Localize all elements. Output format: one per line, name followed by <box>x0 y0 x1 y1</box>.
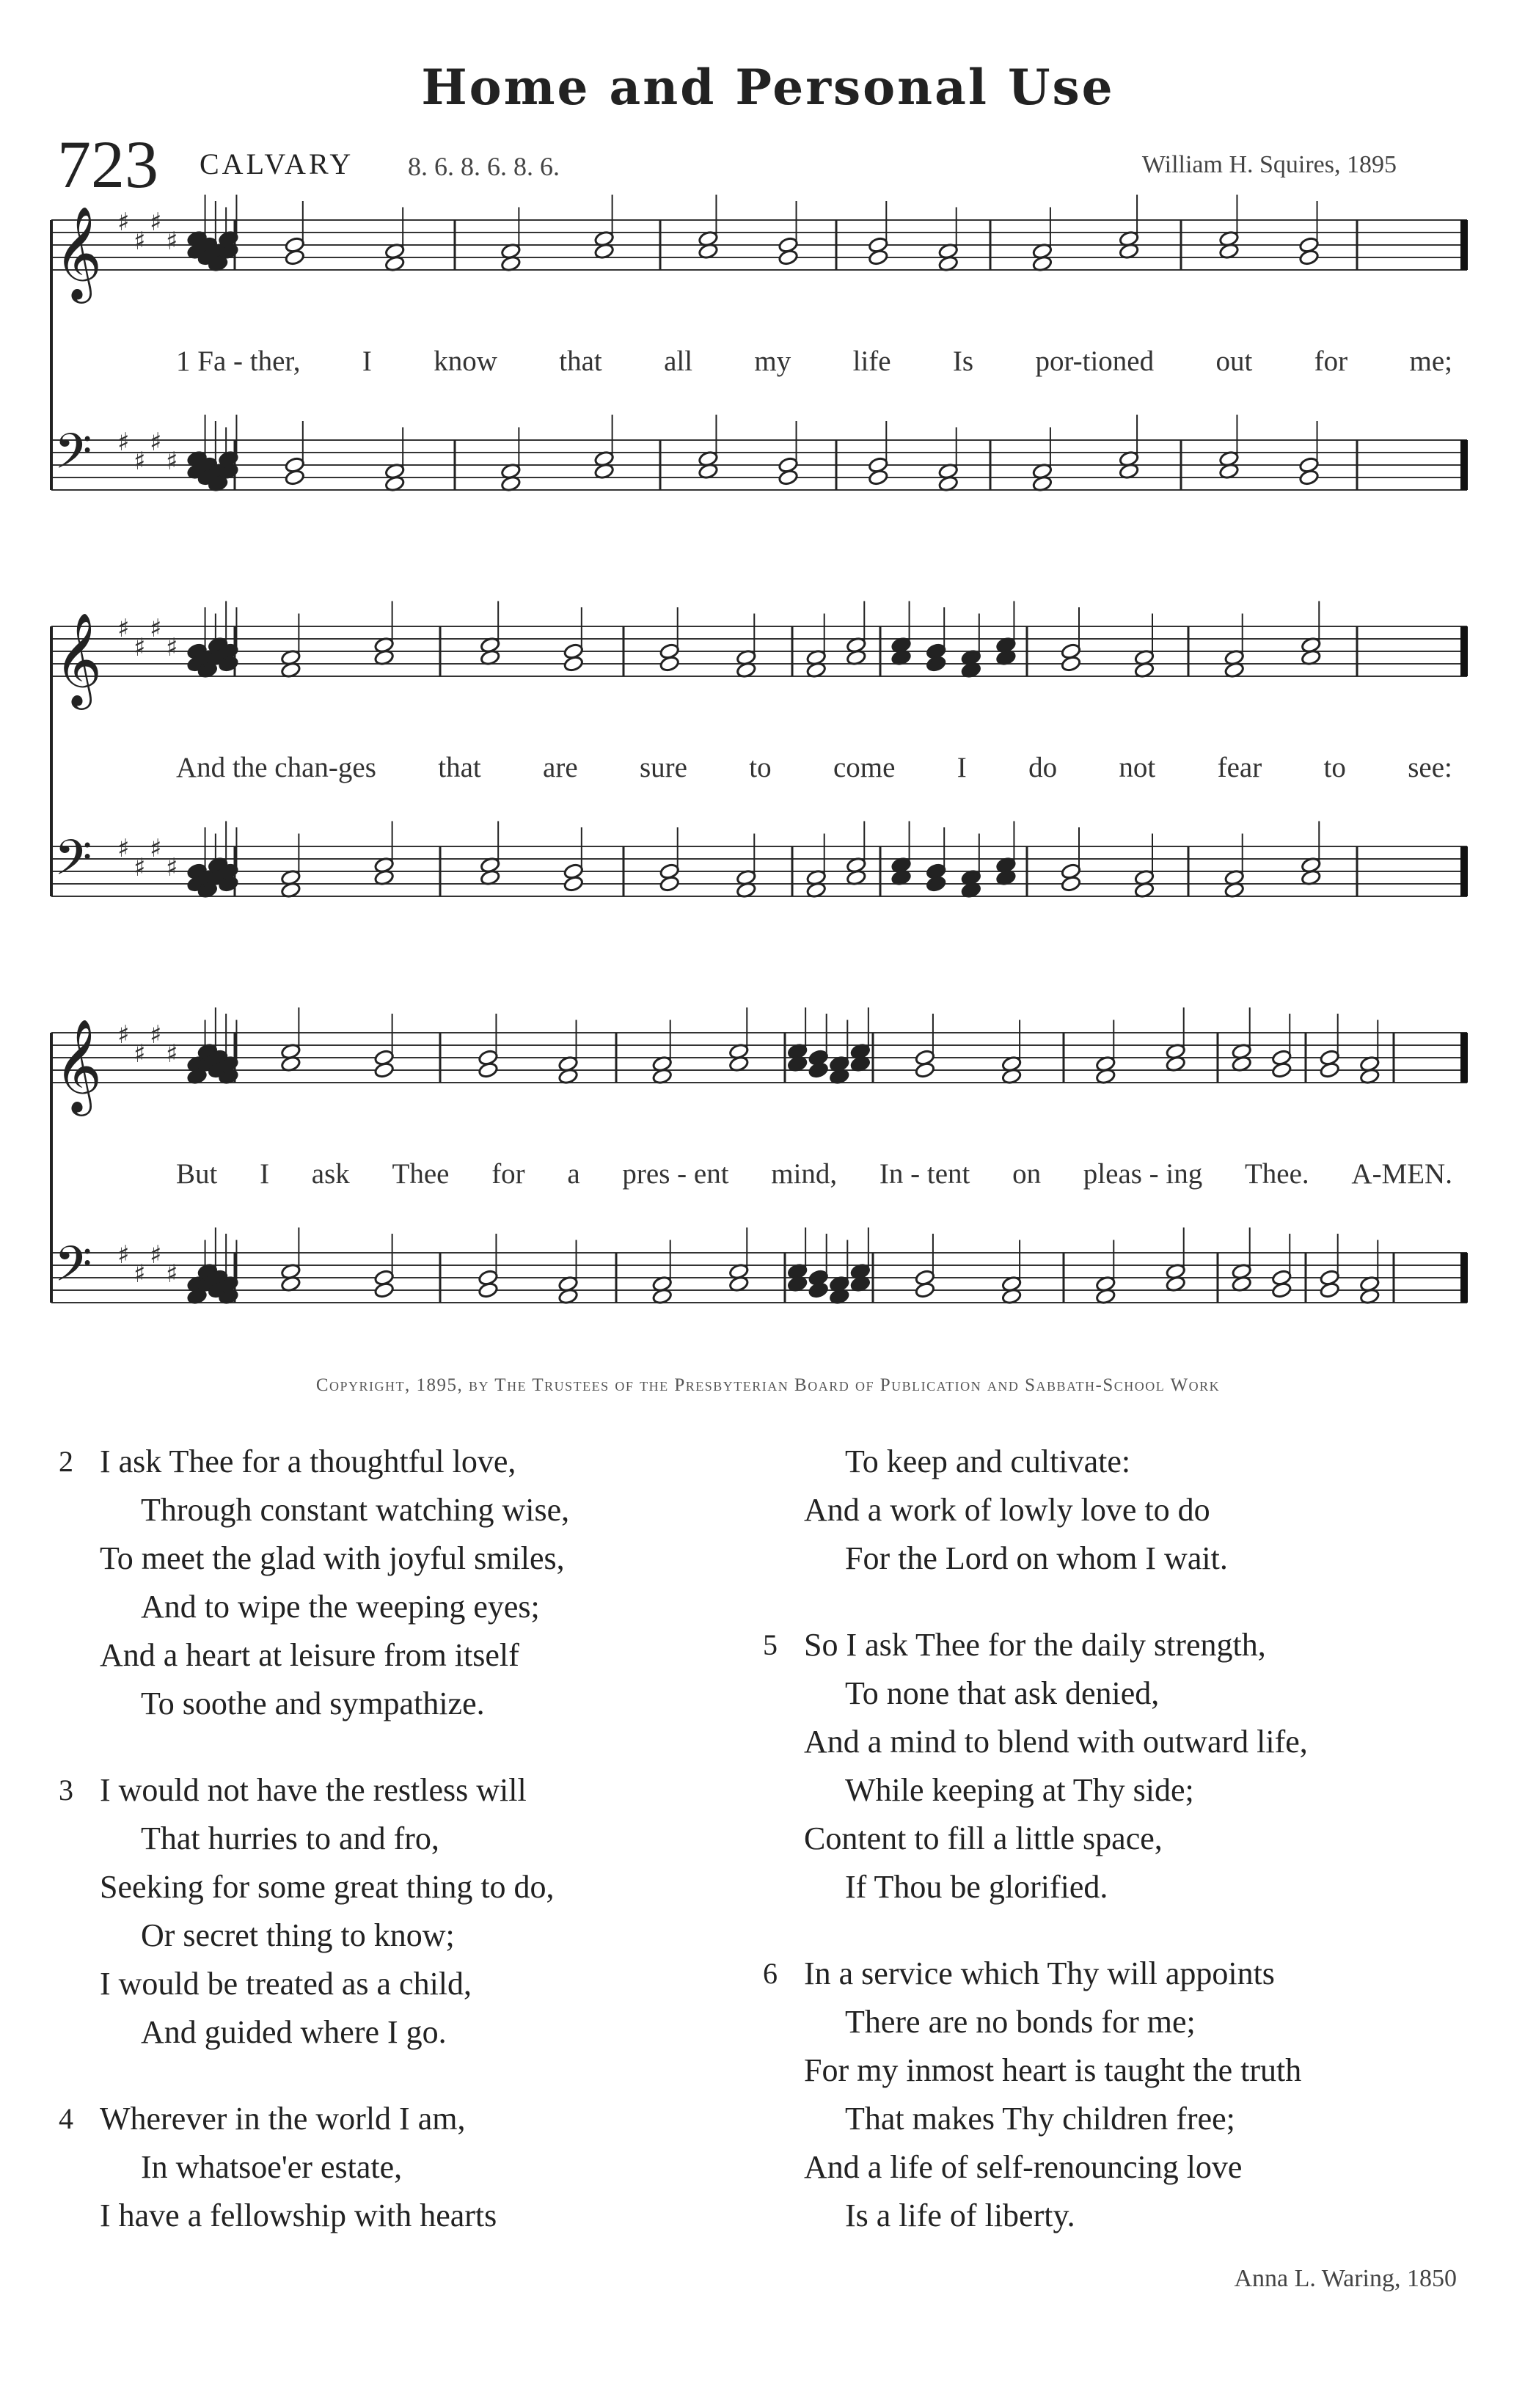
sharp-icon: ♯ <box>134 447 146 476</box>
note-head <box>1320 1281 1340 1298</box>
stanza <box>59 1438 569 1728</box>
verse-line: Or secret thing to know; <box>141 1917 455 1953</box>
verses-right-column <box>763 1438 1308 2278</box>
note-head <box>868 469 888 486</box>
sharp-icon: ♯ <box>117 208 130 237</box>
treble-clef-icon: 𝄞 <box>54 205 103 299</box>
lyric-syllable: know <box>434 345 497 377</box>
sharp-icon: ♯ <box>166 1039 178 1069</box>
note-head <box>374 1061 395 1078</box>
sharp-icon: ♯ <box>134 1039 146 1069</box>
sharp-icon: ♯ <box>134 633 146 662</box>
note-head <box>374 1281 395 1298</box>
verse-line: In a service which Thy will appoints <box>804 1955 1275 1991</box>
lyric-syllable: Is <box>952 345 974 377</box>
verses-left-column <box>59 1438 569 2278</box>
lyric-syllable: to <box>749 752 772 783</box>
lyric-syllable: a <box>567 1158 580 1190</box>
note-head <box>478 1281 498 1298</box>
sharp-icon: ♯ <box>166 1259 178 1289</box>
lyric-syllable: all <box>664 345 693 377</box>
verse-line: I would be treated as a child, <box>100 1966 472 2002</box>
note-head <box>1299 469 1320 486</box>
note-head <box>1271 1281 1292 1298</box>
stanza <box>763 1438 1308 1583</box>
lyric-line-2 <box>176 751 1452 784</box>
lyric-syllable: life <box>852 345 891 377</box>
lyric-syllable: por-tioned <box>1035 345 1155 377</box>
verse-line: Content to fill a little space, <box>804 1820 1163 1856</box>
bass-clef-icon: 𝄢 <box>54 830 92 898</box>
stanza-number: 6 <box>763 1957 778 1990</box>
lyric-syllable: see: <box>1408 752 1452 783</box>
note-head <box>1061 655 1081 672</box>
sharp-icon: ♯ <box>150 1020 162 1050</box>
sharp-icon: ♯ <box>166 633 178 662</box>
lyric-syllable: But <box>176 1158 218 1190</box>
sharp-icon: ♯ <box>134 1259 146 1289</box>
note-head <box>478 1061 498 1078</box>
sharp-icon: ♯ <box>166 447 178 476</box>
sharp-icon: ♯ <box>150 614 162 643</box>
lyric-syllable: are <box>543 752 578 783</box>
stanza <box>59 1766 569 2057</box>
verse-line: While keeping at Thy side; <box>845 1772 1194 1808</box>
stanza-number: 2 <box>59 1445 73 1478</box>
verse-line: To meet the glad with joyful smiles, <box>100 1540 565 1576</box>
lyric-syllable: Thee <box>392 1158 450 1190</box>
copyright-notice: Copyright, 1895, by The Trustees of the Presbyterian Board of Publication and Sabbath-School Work <box>315 1375 1221 1395</box>
verse-line: If Thou be glorified. <box>845 1869 1108 1905</box>
lyric-syllable: not <box>1119 752 1156 783</box>
stanza-number: 5 <box>763 1628 778 1661</box>
lyric-syllable: for <box>1314 345 1348 377</box>
treble-clef-icon: 𝄞 <box>54 1018 103 1112</box>
bass-clef-icon: 𝄢 <box>54 423 92 491</box>
lyric-syllable: And the chan-ges <box>176 752 376 783</box>
note-head <box>1061 875 1081 892</box>
note-head <box>778 469 799 486</box>
verse-line: And to wipe the weeping eyes; <box>141 1589 540 1625</box>
lyric-syllable: fear <box>1217 752 1262 783</box>
stanza <box>59 2095 569 2240</box>
verse-line: And a mind to blend with outward life, <box>804 1724 1308 1760</box>
lyric-syllable: to <box>1323 752 1346 783</box>
verse-line: There are no bonds for me; <box>845 2004 1196 2040</box>
verse-line: To keep and cultivate: <box>845 1443 1131 1479</box>
verse-line: And guided where I go. <box>141 2014 447 2050</box>
verse-line: Wherever in the world I am, <box>100 2101 466 2137</box>
sharp-icon: ♯ <box>134 853 146 882</box>
verse-line: To soothe and sympathize. <box>141 1686 485 1721</box>
lyric-line-3 <box>176 1157 1452 1190</box>
sharp-icon: ♯ <box>150 428 162 457</box>
lyric-syllable: Thee. <box>1244 1158 1309 1190</box>
verse-line: And a life of self-renouncing love <box>804 2149 1243 2185</box>
verse-line: To none that ask denied, <box>845 1675 1160 1711</box>
lyric-syllable: come <box>833 752 896 783</box>
note-head <box>808 1061 829 1078</box>
verse-line: For the Lord on whom I wait. <box>845 1540 1228 1576</box>
lyric-syllable: mind, <box>771 1158 838 1190</box>
lyric-syllable: ask <box>311 1158 350 1190</box>
lyric-syllable: me; <box>1409 345 1452 377</box>
note-head <box>285 249 305 266</box>
lyric-syllable: I <box>957 752 967 783</box>
verse-line: That hurries to and fro, <box>141 1820 439 1856</box>
note-head <box>915 1061 935 1078</box>
verse-line: That makes Thy children free; <box>845 2101 1235 2137</box>
lyric-syllable: I <box>260 1158 270 1190</box>
lyric-syllable: pres - ent <box>622 1158 729 1190</box>
lyric-syllable: In - tent <box>879 1158 970 1190</box>
note-head <box>659 875 680 892</box>
verse-line: I ask Thee for a thoughtful love, <box>100 1443 516 1479</box>
treble-clef-icon: 𝄞 <box>54 612 103 706</box>
sharp-icon: ♯ <box>150 834 162 863</box>
sharp-icon: ♯ <box>134 227 146 256</box>
verse-line: Is a life of liberty. <box>845 2197 1075 2233</box>
stanza-number: 4 <box>59 2102 73 2135</box>
lyric-syllable: pleas - ing <box>1083 1158 1203 1190</box>
sharp-icon: ♯ <box>117 1020 130 1050</box>
lyric-syllable: that <box>559 345 602 377</box>
verse-line: Through constant watching wise, <box>141 1492 570 1528</box>
section-title: Home and Personal Use <box>421 59 1115 116</box>
meter: 8. 6. 8. 6. 8. 6. <box>408 152 560 181</box>
sharp-icon: ♯ <box>150 208 162 237</box>
lyric-syllable: sure <box>639 752 687 783</box>
bass-clef-icon: 𝄢 <box>54 1236 92 1304</box>
lyric-syllable: 1 Fa - ther, <box>176 345 301 377</box>
lyric-syllable: my <box>754 345 791 377</box>
note-head <box>563 875 584 892</box>
note-head <box>915 1281 935 1298</box>
sharp-icon: ♯ <box>166 853 178 882</box>
note-head <box>926 655 946 672</box>
sharp-icon: ♯ <box>117 428 130 457</box>
lyric-syllable: A-MEN. <box>1351 1158 1452 1190</box>
sharp-icon: ♯ <box>117 614 130 643</box>
sharp-icon: ♯ <box>117 1240 130 1270</box>
note-head <box>778 249 799 266</box>
verse-line: Seeking for some great thing to do, <box>100 1869 555 1905</box>
lyric-line-1 <box>176 345 1452 378</box>
sharp-icon: ♯ <box>150 1240 162 1270</box>
note-head <box>563 655 584 672</box>
note-head <box>1299 249 1320 266</box>
lyric-syllable: for <box>491 1158 525 1190</box>
lyric-syllable: out <box>1215 345 1253 377</box>
tune-name: CALVARY <box>200 147 354 180</box>
verse-line: In whatsoe'er estate, <box>141 2149 403 2185</box>
verse-line: And a heart at leisure from itself <box>100 1637 519 1673</box>
hymn-number: 723 <box>57 127 158 202</box>
lyric-syllable: that <box>438 752 481 783</box>
stanza-number: 3 <box>59 1774 73 1807</box>
note-head <box>1271 1061 1292 1078</box>
note-head <box>1320 1061 1340 1078</box>
sharp-icon: ♯ <box>166 227 178 256</box>
verse-line: I would not have the restless will <box>100 1772 527 1808</box>
verse-line: And a work of lowly love to do <box>804 1492 1210 1528</box>
lyric-syllable: on <box>1012 1158 1042 1190</box>
stanza <box>763 1950 1308 2240</box>
verse-line: I have a fellowship with hearts <box>100 2197 497 2233</box>
stanza <box>763 1621 1308 1911</box>
lyric-syllable: do <box>1028 752 1058 783</box>
lyric-syllable: I <box>362 345 372 377</box>
note-head <box>285 469 305 486</box>
text-author: Anna L. Waring, 1850 <box>1234 2265 1457 2292</box>
note-head <box>868 249 888 266</box>
verse-line: For my inmost heart is taught the truth <box>804 2052 1302 2088</box>
note-head <box>926 875 946 892</box>
note-head <box>808 1281 829 1298</box>
composer: William H. Squires, 1895 <box>1141 151 1397 178</box>
verse-line: So I ask Thee for the daily strength, <box>804 1627 1266 1663</box>
note-head <box>659 655 680 672</box>
sharp-icon: ♯ <box>117 834 130 863</box>
